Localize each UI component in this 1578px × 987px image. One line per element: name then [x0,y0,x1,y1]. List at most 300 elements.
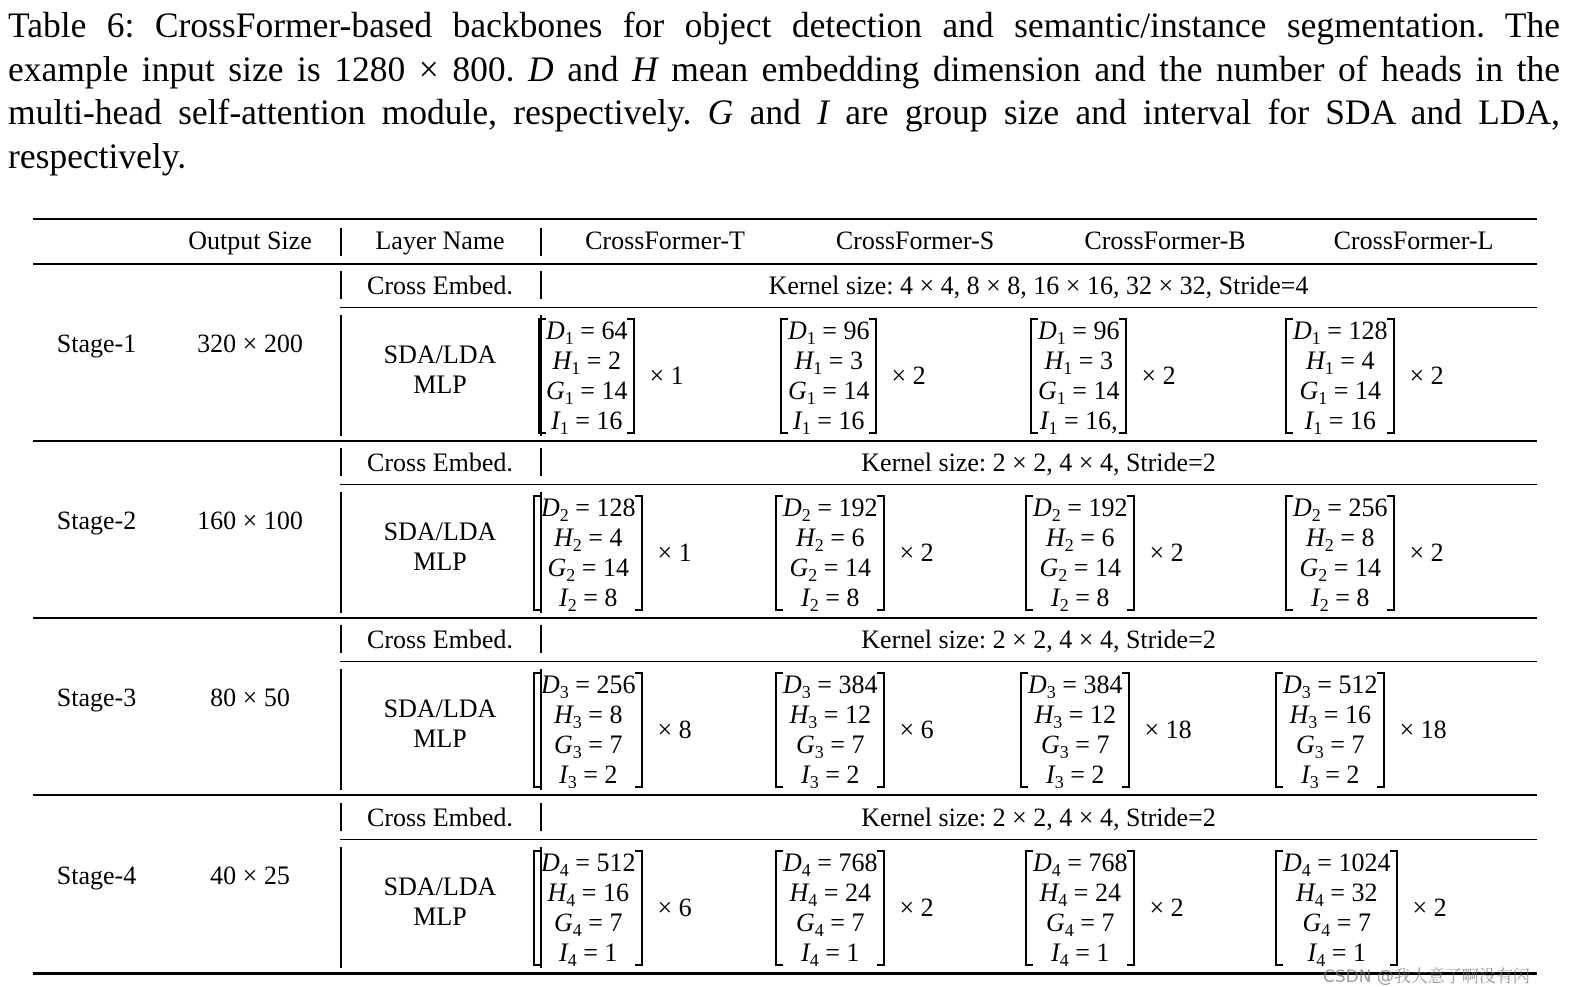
entry-var: D [1283,670,1302,699]
entry-var: G [789,553,809,582]
matrix-bracket [1285,493,1395,613]
embed-rule [340,661,1537,662]
entry-subscript: 1 [1318,388,1328,408]
entry-subscript: 4 [1059,950,1069,970]
table-caption [8,4,1560,178]
matrix-entry [783,493,877,523]
entry-var: D [783,848,802,877]
entry-value: 16 [838,406,865,435]
entry-eq: = [1327,553,1355,582]
caption-text: are group size and interval for SDA and LDA, respectively. [8,92,1561,176]
matrix-entry [1283,878,1390,908]
entry-subscript: 1 [806,388,816,408]
entry-eq: = [1073,523,1102,552]
config-matrix [1275,846,1447,970]
entry-subscript: 1 [806,328,816,348]
entry-subscript: 3 [572,712,582,732]
config-matrix [1025,846,1184,970]
stage-name: Stage-3 [56,683,137,712]
entry-eq: = [1310,848,1339,877]
matrix-entry [788,316,869,346]
matrix-entry [788,376,869,406]
column-divider [340,803,342,831]
entry-eq: = [568,848,597,877]
matrix-entry [546,376,627,406]
layer-name-embed: Cross Embed. [367,271,513,300]
entry-eq: = [573,376,602,405]
entry-var: H [1289,700,1309,729]
matrix-entry [1293,406,1387,436]
matrix-entry [541,700,635,730]
entry-eq: = [568,670,597,699]
entry-eq: = [1328,583,1357,612]
matrix-entry [1028,700,1122,730]
entry-value: 7 [609,730,623,759]
entry-var: D [1028,670,1047,699]
matrix-entry [1293,553,1387,583]
matrix-entry [1283,760,1377,790]
entry-eq: = [1322,406,1350,435]
entry-subscript: 3 [1301,682,1311,702]
entry-subscript: 2 [814,535,824,555]
matrix-bracket [1275,670,1385,790]
entry-subscript: 4 [566,890,576,910]
entry-eq: = [1333,346,1362,375]
config-matrix [533,846,692,970]
stage-rule [33,440,1537,442]
entry-subscript: 3 [1059,742,1069,762]
entry-eq: = [568,493,597,522]
column-divider [340,448,342,476]
column-header [33,218,160,264]
entry-var: D [1038,316,1057,345]
matrix-entry [1293,316,1387,346]
entry-var: D [541,670,560,699]
matrix-entry [541,878,635,908]
matrix-entry [783,583,877,613]
matrix-entry [1283,908,1390,938]
entry-var: I [1307,938,1317,967]
entry-subscript: 4 [1314,890,1324,910]
matrix-bracket [1275,848,1398,968]
entry-subscript: 1 [559,418,569,438]
entry-eq: = [815,316,844,345]
entry-eq: = [815,376,844,405]
stage-rule [33,794,1537,796]
matrix-bracket [775,670,885,790]
entry-subscript: 3 [572,742,582,762]
entry-subscript: 2 [567,595,577,615]
column-divider [540,448,542,476]
entry-eq: = [1317,700,1345,729]
column-divider [340,492,342,613]
entry-eq: = [575,553,603,582]
entry-var: G [1296,730,1315,759]
entry-value: 16, [1085,406,1118,435]
layer-name-attn: SDA/LDA [383,517,497,546]
entry-value: 768 [838,848,878,877]
entry-subscript: 2 [1324,535,1334,555]
entry-subscript: 4 [1301,860,1311,880]
watermark: CSDN @我大意了啊没有闪 [1323,967,1530,987]
entry-subscript: 1 [1311,328,1321,348]
entry-var: I [559,938,568,967]
entry-subscript: 2 [809,595,819,615]
entry-var: G [796,908,815,937]
entry-value: 256 [1348,493,1388,522]
entry-var: H [554,523,573,552]
matrix-bracket [533,493,643,613]
entry-var: I [801,938,810,967]
repeat-count: × 2 [1149,538,1184,567]
kernel-spec: Kernel size: 2 × 2, 4 × 4, Stride=2 [861,448,1216,477]
caption-text: mean embedding dimension and the number of heads in the multi-head self-attention module, respectively. [8,48,1561,132]
entry-value: 384 [838,670,878,699]
entry-value: 256 [596,670,636,699]
entry-eq: = [818,760,847,789]
matrix-entry [1283,938,1390,968]
entry-value: 8 [846,583,860,612]
matrix-entry [788,406,869,436]
caption-text: and [749,92,801,132]
layer-name-mlp: MLP [413,370,467,399]
layer-name-mlp: MLP [413,902,467,931]
matrix-entry [541,908,635,938]
entry-subscript: 4 [1064,920,1074,940]
matrix-entry [1283,670,1377,700]
column-header: Output Size [188,226,312,255]
entry-subscript: 3 [808,712,818,732]
caption-text: and [567,48,619,89]
entry-var: D [1293,493,1312,522]
entry-subscript: 2 [566,565,576,585]
entry-value: 96 [843,316,870,345]
entry-eq: = [817,553,845,582]
entry-eq: = [1323,730,1352,759]
column-divider [340,228,342,256]
matrix-entry [1293,583,1387,613]
entry-var: I [559,583,568,612]
matrix-entry [1038,316,1119,346]
matrix-entry [541,583,635,613]
entry-eq: = [1060,848,1089,877]
entry-var: G [796,730,815,759]
entry-eq: = [1057,406,1086,435]
entry-value: 14 [601,376,628,405]
entry-value: 6 [1101,523,1115,552]
entry-value: 64 [601,316,628,345]
matrix-bracket [1020,670,1130,790]
matrix-entry [1033,493,1127,523]
entry-var: I [559,760,568,789]
entry-value: 32 [1351,878,1378,907]
entry-subscript: 4 [814,920,824,940]
entry-eq: = [1068,938,1097,967]
entry-subscript: 4 [809,950,819,970]
entry-value: 16 [596,406,623,435]
entry-subscript: 1 [1324,358,1334,378]
entry-var: I [801,760,810,789]
entry-value: 16 [602,878,629,907]
config-matrix [538,314,684,438]
repeat-count: × 18 [1399,715,1447,744]
matrix-entry [1293,346,1387,376]
matrix-entry [783,670,877,700]
entry-value: 1 [1352,938,1366,967]
matrix-entry [1293,493,1387,523]
matrix-bracket [1030,316,1127,436]
entry-value: 7 [1096,730,1110,759]
entry-value: 512 [596,848,636,877]
entry-var: D [1033,493,1052,522]
matrix-entry [541,938,635,968]
entry-eq: = [581,700,610,729]
matrix-entry [1038,406,1119,436]
matrix-entry [1038,346,1119,376]
column-header: CrossFormer-B [1084,226,1246,255]
matrix-bracket [780,316,877,436]
config-matrix [780,314,926,438]
entry-eq: = [1065,316,1094,345]
repeat-count: × 8 [657,715,692,744]
entry-eq: = [576,583,605,612]
entry-value: 7 [851,730,865,759]
entry-subscript: 1 [801,418,811,438]
entry-var: G [788,376,807,405]
entry-value: 8 [609,700,623,729]
matrix-entry [783,523,877,553]
entry-subscript: 3 [1314,742,1324,762]
matrix-entry [1033,523,1127,553]
entry-eq: = [818,583,847,612]
entry-var: G [1041,730,1060,759]
matrix-bracket [533,670,643,790]
entry-subscript: 1 [571,358,581,378]
entry-subscript: 4 [1316,950,1326,970]
entry-subscript: 3 [1053,712,1063,732]
entry-subscript: 3 [1046,682,1056,702]
matrix-entry [783,700,877,730]
entry-var: G [547,553,567,582]
entry-var: H [1296,878,1315,907]
matrix-entry [1283,848,1390,878]
caption-var: D [528,48,554,89]
layer-name-mlp: MLP [413,724,467,753]
entry-value: 12 [1089,700,1116,729]
repeat-count: × 2 [891,361,926,390]
matrix-entry [1283,700,1377,730]
column-divider [340,847,342,968]
entry-eq: = [818,938,847,967]
entry-var: H [1034,700,1054,729]
matrix-entry [1293,376,1387,406]
entry-eq: = [822,346,850,375]
repeat-count: × 2 [899,893,934,922]
entry-value: 3 [1099,346,1113,375]
kernel-spec: Kernel size: 2 × 2, 4 × 4, Stride=2 [861,803,1216,832]
entry-value: 14 [843,376,870,405]
entry-var: D [1293,316,1312,345]
matrix-entry [541,553,635,583]
repeat-count: × 1 [657,538,692,567]
entry-var: D [546,316,565,345]
repeat-count: × 18 [1144,715,1192,744]
entry-var: G [554,730,573,759]
entry-subscript: 2 [1319,595,1329,615]
column-divider [540,271,542,299]
column-divider [340,669,342,790]
entry-subscript: 4 [572,920,582,940]
config-matrix [1275,668,1447,792]
entry-value: 1 [846,938,860,967]
matrix-bracket [533,848,643,968]
entry-subscript: 2 [1058,565,1068,585]
entry-var: H [1306,346,1325,375]
entry-subscript: 1 [1056,328,1066,348]
bottom-rule [33,972,1537,975]
entry-subscript: 2 [572,535,582,555]
repeat-count: × 6 [899,715,934,744]
entry-eq: = [1060,493,1089,522]
kernel-spec: Kernel size: 4 × 4, 8 × 8, 16 × 16, 32 × 32, Stride=4 [768,271,1309,300]
entry-subscript: 4 [1058,890,1068,910]
entry-eq: = [1333,523,1362,552]
caption-var: I [817,92,829,132]
entry-var: I [1046,760,1055,789]
entry-var: H [794,346,814,375]
entry-eq: = [1068,730,1097,759]
entry-var: D [783,670,802,699]
entry-var: H [1306,523,1325,552]
entry-value: 192 [838,493,878,522]
entry-subscript: 2 [1311,505,1321,525]
entry-eq: = [1320,493,1349,522]
entry-eq: = [1065,376,1094,405]
column-divider [540,228,542,256]
entry-var: G [1039,553,1059,582]
entry-eq: = [823,523,852,552]
entry-var: H [1044,346,1064,375]
entry-eq: = [576,938,605,967]
entry-value: 16 [1344,700,1371,729]
entry-eq: = [581,730,610,759]
entry-var: I [793,406,802,435]
entry-eq: = [1310,670,1339,699]
entry-eq: = [1067,878,1095,907]
entry-var: D [541,493,560,522]
entry-value: 7 [1351,730,1365,759]
output-size: 320 × 200 [197,329,303,358]
repeat-count: × 1 [649,361,684,390]
matrix-entry [1033,848,1127,878]
embed-rule [340,484,1537,485]
entry-value: 7 [851,908,865,937]
entry-value: 8 [1361,523,1375,552]
entry-subscript: 4 [559,860,569,880]
entry-value: 8 [604,583,618,612]
entry-eq: = [1063,760,1092,789]
entry-var: G [1302,908,1322,937]
entry-eq: = [1067,553,1095,582]
matrix-entry [1033,553,1127,583]
entry-eq: = [568,406,597,435]
entry-var: D [783,493,802,522]
output-size: 40 × 25 [210,861,290,890]
matrix-entry [541,670,635,700]
entry-value: 96 [1093,316,1120,345]
entry-value: 192 [1088,493,1128,522]
layer-name-embed: Cross Embed. [367,803,513,832]
entry-value: 128 [1348,316,1388,345]
matrix-entry [783,553,877,583]
matrix-bracket [1025,848,1135,968]
entry-eq: = [1055,670,1084,699]
matrix-entry [546,346,627,376]
entry-eq: = [1072,346,1100,375]
caption-text: CrossFormer-based backbones for object detection and semantic/instance segmentation. The example input size is 1280 × 800. [8,5,1560,89]
entry-var: G [1046,908,1065,937]
output-size: 160 × 100 [197,506,303,535]
matrix-bracket [1285,316,1395,436]
config-matrix [775,668,934,792]
entry-var: D [1283,848,1302,877]
stage-name: Stage-1 [56,329,137,358]
entry-value: 1 [1096,938,1110,967]
entry-subscript: 2 [559,505,569,525]
column-header: CrossFormer-L [1333,226,1494,255]
repeat-count: × 2 [1409,361,1444,390]
entry-subscript: 2 [808,565,818,585]
entry-subscript: 3 [801,682,811,702]
entry-eq: = [1325,938,1353,967]
entry-subscript: 1 [813,358,823,378]
entry-var: D [788,316,807,345]
matrix-entry [783,848,877,878]
stage-rule [33,617,1537,619]
layer-name-attn: SDA/LDA [383,694,497,723]
entry-var: H [796,523,815,552]
entry-value: 24 [844,878,871,907]
entry-eq: = [810,670,839,699]
entry-eq: = [1327,376,1355,405]
stage-name: Stage-4 [56,861,137,890]
matrix-entry [1028,760,1122,790]
matrix-entry [1033,908,1127,938]
entry-eq: = [1062,700,1090,729]
entry-value: 7 [1357,908,1371,937]
entry-subscript: 4 [1051,860,1061,880]
embed-rule [340,839,1537,840]
matrix-entry [541,848,635,878]
column-header: Layer Name [375,226,505,255]
entry-value: 8 [1356,583,1370,612]
entry-subscript: 4 [808,890,818,910]
repeat-count: × 6 [657,893,692,922]
column-divider [340,271,342,299]
entry-eq: = [1323,878,1352,907]
entry-var: H [1046,523,1065,552]
entry-subscript: 3 [559,682,569,702]
entry-value: 128 [596,493,636,522]
column-divider [340,625,342,653]
config-matrix [775,491,934,615]
layer-name-mlp: MLP [413,547,467,576]
entry-value: 2 [1091,760,1105,789]
entry-value: 384 [1083,670,1123,699]
entry-value: 7 [1101,908,1115,937]
matrix-bracket [775,848,885,968]
entry-var: H [554,700,573,729]
